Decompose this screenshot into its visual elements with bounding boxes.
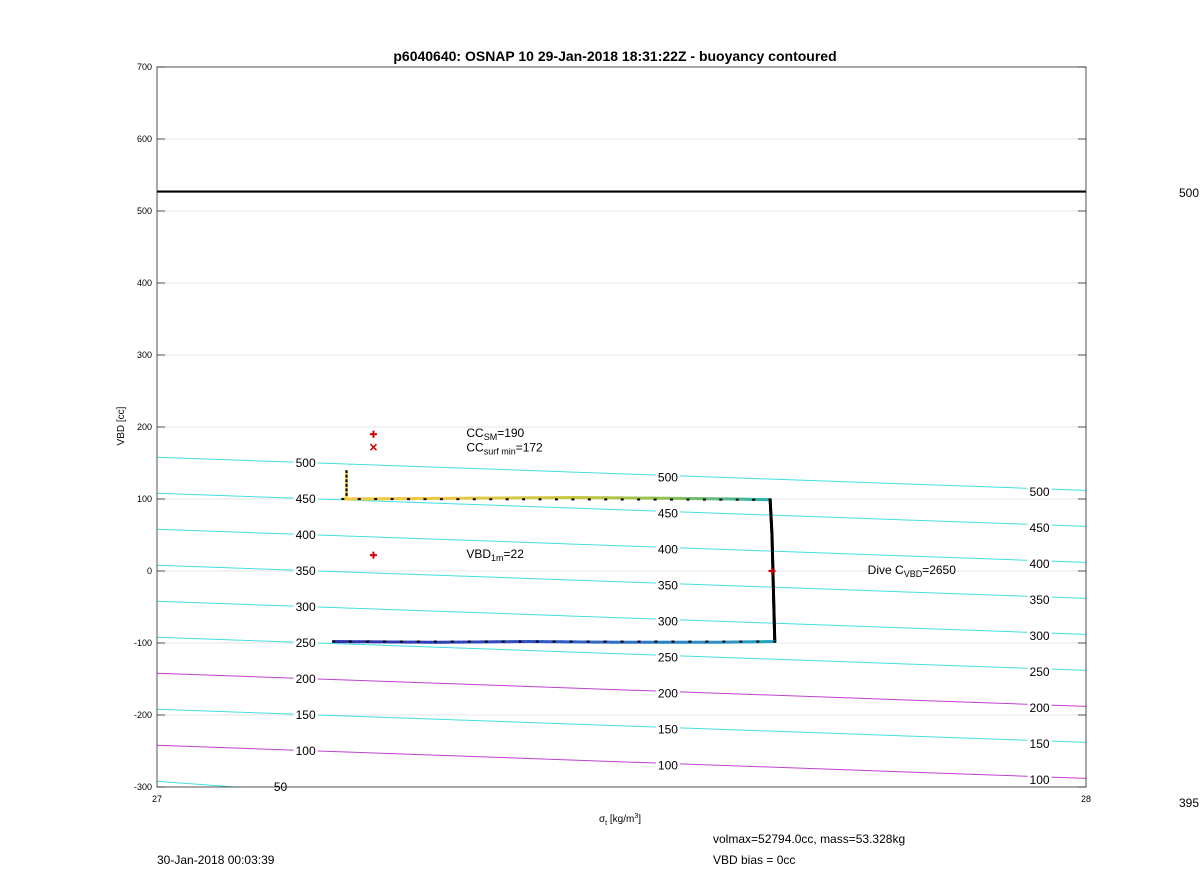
footer-timestamp: 30-Jan-2018 00:03:39 (157, 853, 275, 867)
right-label: 395 (1178, 795, 1199, 810)
contour-label: 150 (1029, 736, 1050, 751)
annotation-base: VBD (466, 547, 492, 562)
contour-label: 200 (1029, 700, 1050, 715)
contour-label: 100 (657, 758, 678, 773)
annotation-sub: VBD (903, 569, 923, 579)
annotation-dive-c (868, 563, 957, 579)
y-tick-label: -100 (133, 638, 152, 648)
x-tick-label: 27 (151, 794, 163, 804)
right-label: 500 (1178, 186, 1199, 200)
annotation-base: CC (466, 440, 484, 455)
contour-label: 50 (273, 780, 288, 794)
contour-label: 250 (1029, 664, 1050, 679)
annotation-value: =22 (503, 547, 524, 562)
y-tick-label: 600 (136, 134, 152, 144)
contour-labels (269, 456, 1052, 794)
contour-lines (157, 457, 1086, 850)
annotation-cc-surf (466, 441, 543, 457)
contour-label: 350 (1029, 592, 1050, 607)
contour-label: 150 (657, 722, 678, 737)
footer-vbd-bias: VBD bias = 0cc (713, 853, 796, 867)
contour-label: 500 (1029, 484, 1050, 499)
footer-volmax: volmax=52794.0cc, mass=53.328kg (713, 832, 906, 846)
y-tick-label: -200 (133, 710, 152, 720)
contour-label: 300 (295, 600, 316, 614)
y-tick-label: 400 (136, 278, 152, 288)
x-axis-label (599, 813, 641, 827)
x-axis-label-sup: 3 (634, 813, 639, 820)
annotation-sub: surf min (483, 446, 516, 457)
contour-label: 350 (295, 564, 316, 578)
contour-label: 400 (1029, 556, 1050, 571)
annotation-base: CC (466, 426, 484, 441)
contour-label: 100 (295, 744, 316, 758)
y-tick-label: 500 (136, 206, 152, 216)
grid-lines (157, 139, 1086, 715)
x-tick-label: 28 (1080, 794, 1092, 804)
axis-ticks (134, 62, 1091, 804)
vbd-trace (332, 470, 776, 642)
contour-label: 500 (295, 456, 316, 470)
contour-label: 450 (1029, 520, 1050, 535)
annotation-sub: SM (483, 432, 498, 443)
x-axis-label-unit: [kg/m (607, 814, 635, 825)
y-axis-label: VBD [cc] (116, 406, 127, 446)
y-tick-label: 0 (146, 566, 152, 576)
y-tick-label: -300 (133, 782, 152, 792)
contour-label: 200 (295, 672, 316, 686)
annotation-value: =172 (515, 440, 543, 455)
right-labels (1179, 186, 1199, 810)
contour-label: 200 (657, 686, 678, 701)
y-tick-label: 100 (136, 494, 152, 504)
contour-label: 300 (1029, 628, 1050, 643)
contour-label: 450 (657, 506, 678, 521)
contour-label: 300 (657, 614, 678, 629)
y-tick-label: 700 (136, 62, 152, 72)
chart-title: p6040640: OSNAP 10 29-Jan-2018 18:31:22Z - buoyancy contoured (393, 48, 837, 64)
contour-label: 250 (295, 636, 316, 650)
annotation-base: Dive C (867, 563, 904, 577)
annotation-value: =190 (497, 426, 525, 441)
x-axis-label-close: ] (638, 814, 642, 825)
annotation-vbd-1m (466, 547, 524, 563)
annotation-value: =2650 (922, 563, 956, 577)
x-axis-label-sub: t (605, 820, 608, 827)
contour-label: 150 (295, 708, 316, 722)
contour-label: 500 (657, 470, 678, 485)
contour-label: 400 (657, 542, 678, 557)
contour-label: 350 (657, 578, 678, 593)
contour-label: 450 (295, 492, 316, 506)
annotations (466, 426, 956, 579)
contour-label: 400 (295, 528, 316, 542)
y-tick-label: 200 (136, 422, 152, 432)
contour-label: 100 (1029, 772, 1050, 787)
y-tick-label: 300 (136, 350, 152, 360)
x-axis-label-symbol: σ (598, 814, 606, 825)
annotation-sub: 1m (491, 553, 504, 564)
contour-label: 250 (657, 650, 678, 665)
